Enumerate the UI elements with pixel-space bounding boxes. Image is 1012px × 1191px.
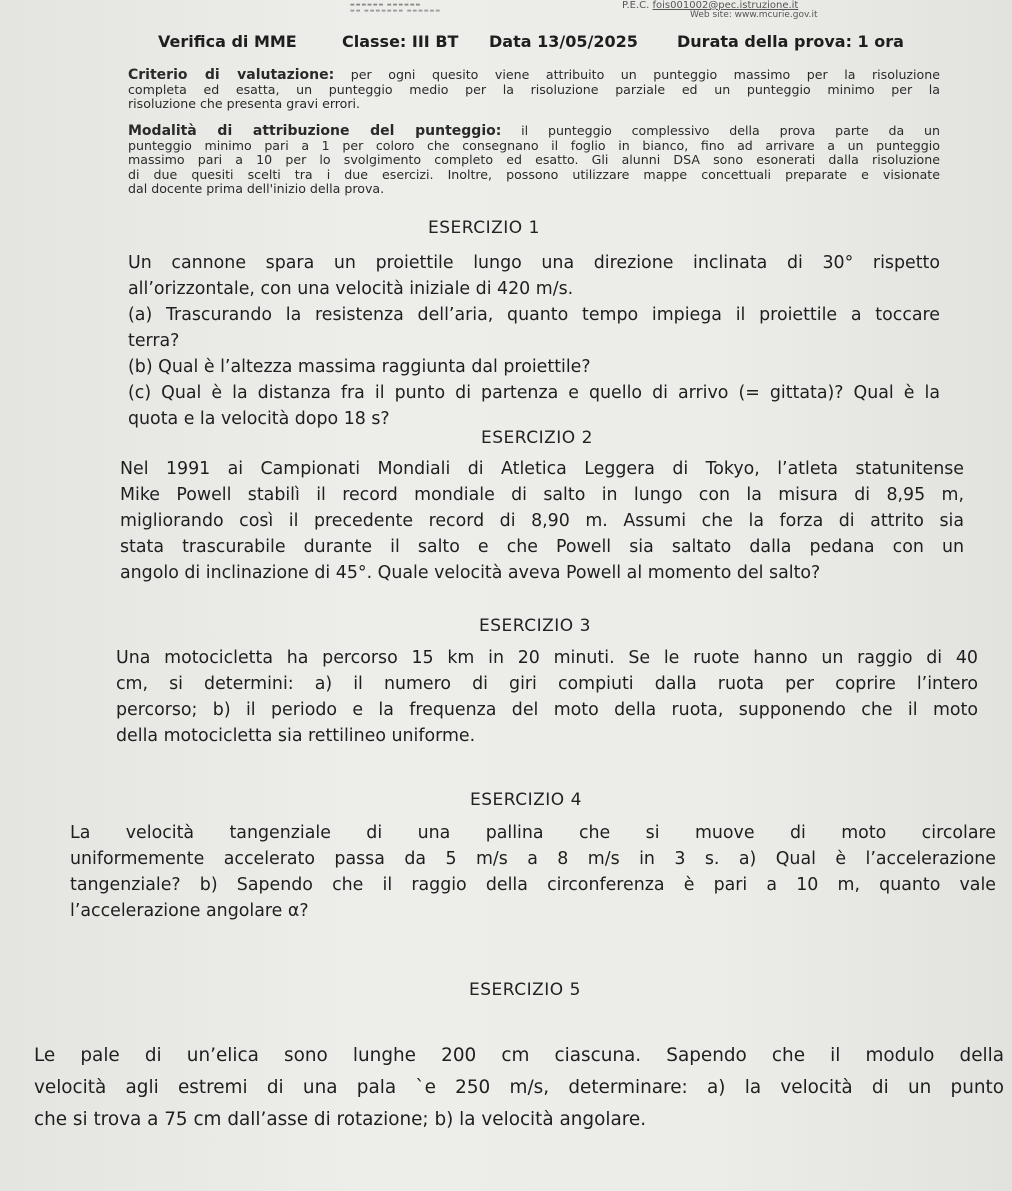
criteria-title: Criterio di valutazione: [128,67,335,83]
exercise-3-text: Una motocicletta ha percorso 15 km in 20 minuti. Se le ruote hanno un raggio di 40 cm, si determini: a) il numero di giri compiuti dalla ruota per coprire l’intero percorso; b) il periodo e la frequenza del moto della ruota, supponendo che il moto della motocicletta sia rettilineo uniforme. [116,648,978,746]
letterhead-fine-print-2: ▬▬ ▬▬▬▬▬▬▬ ▬▬▬▬▬▬ [350,8,442,14]
evaluation-criteria: Criterio di valutazione: per ogni quesito viene attribuito un punteggio massimo per la risoluzione completa ed esatta, un punteggio medio per la risoluzione parziale ed un punteggio minimo per la risoluzione che presenta gravi errori. [128,67,940,112]
class-label: Classe: III BT [342,32,459,51]
exercise-4-title: ESERCIZIO 4 [470,790,582,810]
exercise-4-text: La velocità tangenziale di una pallina che si muove di moto circolare uniformemente accelerato passa da 5 m/s a 8 m/s in 3 s. a) Qual è l’accelerazione tangenziale? b) Sapendo che il raggio della circonferenza è pari a 10 m, quanto vale l’accelerazione angolare α? [70,823,996,921]
pec-email: fois001002@pec.istruzione.it [652,0,799,11]
exercise-5-title: ESERCIZIO 5 [469,980,581,1000]
scoring-rules: Modalità di attribuzione del punteggio: il punteggio complessivo della prova parte da un punteggio minimo pari a 1 per coloro che consegnano il foglio in bianco, fino ad arrivare a un punteggio massimo pari a 10 per lo svolgimento completo ed esatto. Gli alunni DSA sono esonerati dalla risoluzione di due quesiti scelti tra i due esercizi. Inoltre, possono utilizzare mappe concettuali preparate e visionate dal docente prima dell'inizio della prova. [128,123,940,197]
exercise-3-title: ESERCIZIO 3 [479,616,591,636]
test-title: Verifica di MME [158,32,297,51]
exercise-1-title: ESERCIZIO 1 [428,218,540,238]
exercise-1-text: Un cannone spara un proiettile lungo una direzione inclinata di 30° rispetto all’orizzontale, con una velocità iniziale di 420 m/s. (a) Trascurando la resistenza dell’aria, quanto tempo impiega il proiettile a toccare terra? (b) Qual è l’altezza massima raggiunta dal proiettile? (c) Qual è la distanza fra il punto di partenza e quello di arrivo (= gittata)? Qual è la quota e la velocità dopo 18 s? [128,253,940,429]
letterhead-fine-print: ▬▬▬▬▬▬ ▬▬▬▬▬▬ [350,2,422,8]
exercise-2-text: Nel 1991 ai Campionati Mondiali di Atletica Leggera di Tokyo, l’atleta statunitense Mike Powell stabilì il record mondiale di salto in lungo con la misura di 8,95 m, migliorando così il precedente record di 8,90 m. Assumi che la forza di attrito sia stata trascurabile durante il salto e che Powell sia saltato dalla pedana con un angolo di inclinazione di 45°. Quale velocità aveva Powell al momento del salto? [120,459,964,583]
duration-label: Durata della prova: 1 ora [677,32,904,51]
exercise-2-title: ESERCIZIO 2 [481,428,593,448]
exercise-5-text: Le pale di un’elica sono lunghe 200 cm ciascuna. Sapendo che il modulo della velocità agli estremi di una pala `e 250 m/s, determinare: a) la velocità di un punto che si trova a 75 cm dall’asse di rotazione; b) la velocità angolare. [34,1045,1004,1130]
website: Web site: www.mcurie.gov.it [690,10,818,20]
date-label: Data 13/05/2025 [489,32,638,51]
scoring-title: Modalità di attribuzione del punteggio: [128,123,502,139]
pec-contact: P.E.C. fois001002@pec.istruzione.it [622,0,799,11]
